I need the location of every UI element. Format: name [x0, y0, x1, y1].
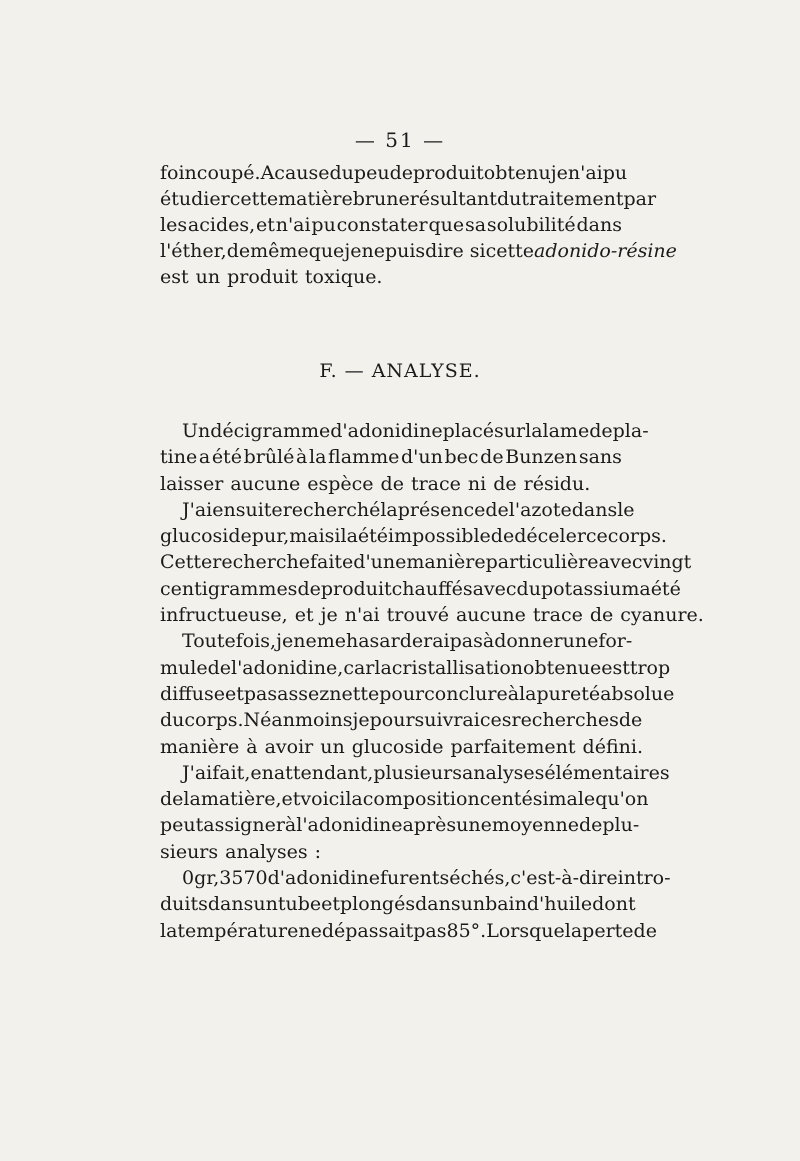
text-line [160, 734, 643, 760]
word: composition [362, 788, 480, 811]
word: potassium [540, 577, 640, 600]
word: matière, [200, 788, 282, 811]
word: glucoside [160, 525, 252, 548]
word: tine [160, 446, 198, 469]
word: chauffés [391, 577, 473, 600]
word: assez [277, 682, 330, 705]
text-line [160, 212, 622, 238]
word: aucune [455, 604, 526, 627]
page-number: — 51 — [354, 128, 446, 152]
text-line [160, 707, 643, 733]
word: de [485, 498, 509, 521]
word: sieurs [160, 840, 219, 863]
text-line [160, 655, 671, 681]
word: avec [472, 577, 517, 600]
word: séchés, [439, 867, 511, 890]
word: à [482, 630, 495, 653]
word: défini. [582, 735, 643, 758]
word: recherches [511, 709, 619, 732]
section-heading: F. — ANALYSE. [319, 360, 481, 382]
text-line [160, 549, 692, 575]
word: pla- [612, 420, 649, 442]
word: lame [542, 420, 590, 442]
word: dont [592, 893, 636, 916]
word: de [389, 162, 413, 184]
word: la [374, 656, 392, 679]
word: bec [444, 446, 479, 469]
word: pas [413, 919, 447, 942]
word: trouvé [386, 604, 449, 627]
word: Cette [160, 551, 213, 574]
word: brune [352, 188, 410, 210]
text-line [160, 812, 640, 838]
word: mais [289, 525, 335, 548]
word: et [255, 214, 275, 236]
word: de [490, 525, 515, 548]
word: l'adonidine, [231, 656, 344, 679]
word: de [493, 472, 517, 495]
word: température [177, 919, 299, 942]
word: que [428, 214, 465, 236]
word: dire si [425, 240, 486, 262]
word: Néanmoins [243, 709, 353, 732]
word: pu [311, 214, 336, 236]
word: que [308, 240, 345, 262]
word: car [343, 656, 375, 679]
word: été [357, 525, 389, 548]
word: pur, [251, 525, 290, 548]
word: la [160, 919, 178, 942]
word: dans [576, 214, 622, 236]
word: plongés [340, 893, 416, 916]
word: un [195, 266, 221, 288]
word: les [160, 214, 188, 236]
word: conclure [424, 682, 508, 705]
word: faite [309, 551, 354, 574]
word: de [578, 814, 603, 837]
word: ni [467, 472, 487, 495]
word: et [294, 604, 314, 627]
word: je [276, 630, 294, 653]
word: glucoside [351, 735, 444, 758]
word: analyses [225, 840, 308, 863]
word: de [207, 656, 231, 679]
word: obtenue [523, 656, 602, 679]
word: adonido-résine [534, 240, 677, 262]
word: brûlé [243, 446, 295, 469]
word: l'adonidine [296, 814, 403, 837]
text-line [160, 576, 681, 602]
word: une [562, 630, 599, 653]
word: cette [229, 188, 279, 210]
word: de [618, 709, 643, 732]
word: d'un [400, 446, 443, 469]
word: particulière [485, 551, 599, 574]
word: corps. [184, 709, 244, 732]
word: cyanure. [620, 604, 704, 627]
word: puis [384, 240, 426, 262]
word: il [334, 525, 347, 548]
word: et [281, 788, 301, 811]
word: recherché [282, 498, 381, 521]
word: à [296, 446, 308, 469]
word: avoir [264, 735, 314, 758]
word: n'ai [567, 162, 603, 184]
word: me [316, 630, 346, 653]
word: qu'on [595, 788, 649, 811]
word: je [320, 604, 338, 627]
word: la [519, 682, 537, 705]
word: produit [320, 577, 392, 600]
word: ne [361, 240, 385, 262]
word: le [617, 498, 635, 521]
word: poursuivrai [369, 709, 480, 732]
word: de [589, 420, 613, 442]
word: produit [227, 266, 298, 288]
word: trop [629, 656, 671, 679]
word: un [253, 893, 278, 916]
word: dépassait [321, 919, 414, 942]
word: de [380, 472, 404, 495]
word: tube [277, 893, 322, 916]
word: centigrammes [160, 577, 298, 600]
text-line [160, 865, 671, 891]
word: hasarderai [345, 630, 450, 653]
word: la [564, 919, 583, 942]
text-line [160, 471, 622, 497]
word: l'éther, [160, 240, 227, 262]
word: foin [160, 162, 197, 184]
word: d'une [353, 551, 407, 574]
word: et [224, 682, 244, 705]
word: par [623, 188, 657, 210]
word: élémentaires [544, 761, 670, 784]
word: A [260, 162, 275, 184]
word: constater [336, 214, 428, 236]
word: sans [578, 446, 622, 469]
text-line [160, 839, 622, 865]
text-line [160, 918, 657, 944]
word: été [211, 446, 242, 469]
word: dans [207, 893, 254, 916]
word: Toutefois, [182, 630, 277, 653]
text-line [160, 760, 670, 786]
word: parfaitement [450, 735, 576, 758]
word: espèce [307, 472, 374, 495]
word: est [601, 656, 630, 679]
word: laisser [160, 472, 224, 495]
text-line [160, 238, 677, 264]
word: J'ai [182, 761, 213, 784]
word: Lorsque [486, 919, 565, 942]
word: n'ai [275, 214, 311, 236]
text-line [160, 681, 675, 707]
word: présence [397, 498, 486, 521]
word: un [320, 735, 345, 758]
word: nette [329, 682, 380, 705]
word: pu [602, 162, 628, 184]
word: sur [494, 420, 526, 442]
word: obtenu [483, 162, 551, 184]
text-line [160, 264, 622, 290]
word: déceler [514, 525, 586, 548]
word: ne [293, 630, 317, 653]
word: une [456, 814, 492, 837]
word: infructueuse, [160, 604, 288, 627]
word: ces [479, 709, 512, 732]
word: donner [494, 630, 563, 653]
word: d'huile [526, 893, 593, 916]
text-line [160, 786, 649, 812]
word: duits [160, 893, 208, 916]
word: à [246, 735, 258, 758]
word: résultant [409, 188, 497, 210]
word: ne [298, 919, 322, 942]
word: l'azote [508, 498, 572, 521]
word: a [346, 525, 358, 548]
word: pureté [536, 682, 601, 705]
word: cette [485, 240, 535, 262]
word: pour [379, 682, 425, 705]
word: toxique. [304, 266, 383, 288]
word: étudier [160, 188, 230, 210]
word: la [380, 498, 398, 521]
word: d'adonidine [330, 420, 443, 442]
word: de [589, 604, 614, 627]
word: assigner [203, 814, 285, 837]
word: cause [274, 162, 330, 184]
word: en [250, 761, 274, 784]
word: corps. [607, 525, 667, 548]
word: intro- [617, 867, 671, 890]
word: voici [300, 788, 346, 811]
body-text [160, 418, 704, 944]
word: Bunzen [505, 446, 578, 469]
word: diffuse [160, 682, 225, 705]
word: peu [353, 162, 390, 184]
word: recherche [212, 551, 310, 574]
word: centésimale [479, 788, 596, 811]
word: trace [532, 604, 583, 627]
text-line [160, 418, 649, 444]
word: mule [160, 656, 208, 679]
word: cristallisation [391, 656, 523, 679]
word: 0gr,3570 [182, 867, 268, 890]
word: du [329, 162, 354, 184]
word: du [160, 709, 185, 732]
word: sa [464, 214, 487, 236]
word: résidu. [523, 472, 591, 495]
word: J'ai [182, 498, 213, 521]
text-line [160, 628, 633, 654]
word: matière [278, 188, 353, 210]
word: un [460, 893, 486, 916]
intro-paragraph [160, 160, 677, 290]
word: for- [598, 630, 633, 653]
word: traitement [521, 188, 624, 210]
word: plusieurs [373, 761, 462, 784]
word: coupé. [196, 162, 261, 184]
word: Un [182, 420, 211, 442]
word: manière [406, 551, 486, 574]
word: attendant, [273, 761, 374, 784]
word: je [550, 162, 568, 184]
word: dans [571, 498, 618, 521]
text-line [160, 891, 636, 917]
word: analyses [461, 761, 545, 784]
word: perte [582, 919, 634, 942]
text-line [160, 186, 657, 212]
word: produit [412, 162, 484, 184]
word: aucune [230, 472, 301, 495]
word: pas [243, 682, 278, 705]
word: furent [380, 867, 440, 890]
word: je [344, 240, 362, 262]
word: a [639, 577, 651, 600]
word: et [321, 893, 341, 916]
word: vingt [642, 551, 692, 574]
word: décigramme [210, 420, 331, 442]
word: bain [485, 893, 527, 916]
word: c'est-à-dire [510, 867, 618, 890]
word: à [507, 682, 520, 705]
word: moyenne [491, 814, 579, 837]
word: du [496, 188, 522, 210]
word: manière [160, 735, 240, 758]
word: la [183, 788, 201, 811]
word: la [309, 446, 327, 469]
word: même [250, 240, 309, 262]
word: de [297, 577, 321, 600]
word: n'ai [344, 604, 380, 627]
word: flamme [328, 446, 400, 469]
word: la [525, 420, 543, 442]
word: fait, [212, 761, 251, 784]
word: impossible [388, 525, 491, 548]
word: a [198, 446, 211, 469]
text-line [160, 602, 704, 628]
word: après [402, 814, 457, 837]
word: de [160, 788, 184, 811]
text-line [160, 444, 622, 470]
text-line [160, 497, 635, 523]
word: acides, [187, 214, 256, 236]
word: dans [415, 893, 461, 916]
word: ensuite [212, 498, 283, 521]
word: est [160, 266, 189, 288]
word: été [650, 577, 681, 600]
word: de [226, 240, 251, 262]
text-line [160, 523, 667, 549]
word: de [480, 446, 504, 469]
word: je [352, 709, 370, 732]
word: pas [449, 630, 483, 653]
word: avec [598, 551, 643, 574]
word: absolue [600, 682, 675, 705]
word: trace [410, 472, 461, 495]
word: la [345, 788, 363, 811]
word: d'adonidine [267, 867, 380, 890]
word: solubilité [486, 214, 576, 236]
word: placé [442, 420, 495, 442]
word: : [314, 840, 322, 863]
word: 85°. [446, 919, 487, 942]
word: de [633, 919, 657, 942]
text-line [160, 160, 628, 186]
word: du [516, 577, 541, 600]
word: à [284, 814, 297, 837]
word: ce [585, 525, 608, 548]
word: peut [160, 814, 204, 837]
word: plu- [602, 814, 640, 837]
